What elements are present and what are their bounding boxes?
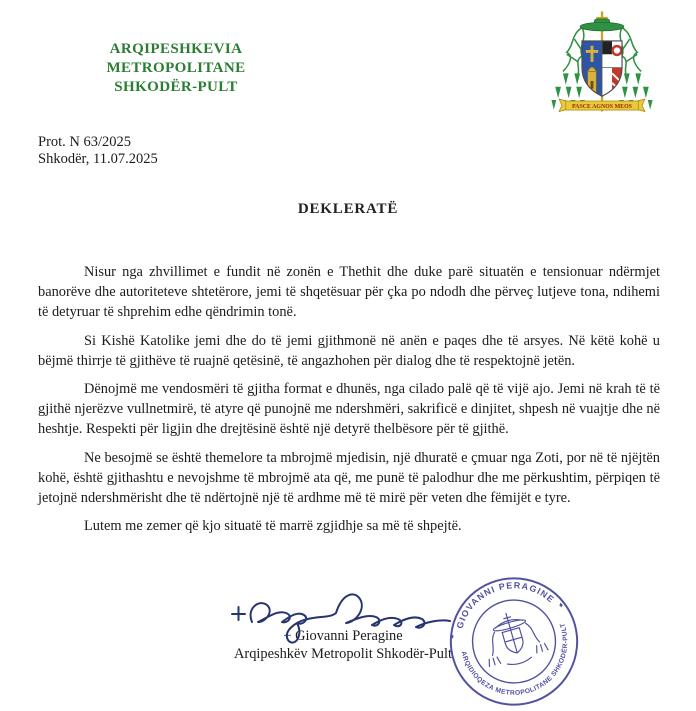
org-name-line2: SHKODËR-PULT — [114, 79, 238, 95]
motto-text: PASCE AGNOS MEOS — [572, 104, 632, 111]
protocol-number: Prot. N 63/2025 — [38, 134, 132, 150]
signatory-name: + Giovanni Peragine — [283, 628, 403, 644]
seal-separator-diamond: ♦ — [448, 631, 456, 642]
galero-hat-icon — [580, 19, 624, 31]
coat-of-arms-icon — [540, 6, 664, 114]
motto-banner-icon — [559, 99, 645, 111]
seal-icon — [440, 572, 588, 711]
letterhead — [40, 40, 312, 97]
seal-separator-diamond: ♦ — [557, 600, 565, 610]
paragraph: Nisur nga zhvillimet e fundit në zonën e Thethit dhe duke parë situatën e tensionuar ndërmjet banorëve dhe autoriteteve shtetërore, jemi të shqetësuar për çka po ndodh dhe përveç lutjeve tona, ndihemi të detyruar të shprehim edhe qëndrimin tonë. — [38, 264, 660, 321]
document-title: DEKLERATË — [297, 201, 399, 217]
paragraph: Ne besojmë se është themelore ta mbrojmë mjedisin, një dhuratë e çmuar nga Zoti, por në të njëjtën kohë, është gjithashtu e nevojshme të mbrojmë ata që, me punë të palodhur dhe me përkushtim, përpiqen të jetojnë ndershmërisht dhe të ndërtojnë një të ardhme më të mirë për veten dhe fëmijët e tyre. — [38, 449, 660, 507]
seal-top-text: GIOVANNI PERAGINE — [454, 580, 557, 630]
signatory-title: Arqipeshkëv Metropolit Shkodër-Pult — [234, 646, 452, 662]
org-name-line1: ARQIPESHKEVIA METROPOLITANE — [106, 41, 246, 76]
paragraph: Si Kishë Katolike jemi dhe do të jemi gjithmonë në anën e paqes dhe të arsyes. Në këtë kohë u bëjmë thirrje të gjithëve të ruajnë qetësinë, të angazhohen për dialog dhe të respektojnë jetën. — [38, 332, 660, 369]
paragraph: Lutem me zemer që kjo situatë të marrë zgjidhje sa më të shpejtë. — [84, 518, 462, 535]
signature-icon — [218, 578, 468, 648]
document-meta — [38, 134, 158, 168]
galero-cords-right — [620, 28, 641, 74]
place-date: Shkodër, 11.07.2025 — [38, 151, 158, 167]
shield-icon — [582, 41, 622, 98]
paragraph: Dënojmë me vendosmëri të gjitha format e dhunës, nga cilado palë që të vijë ajo. Jemi në krah të të gjithë njerëzve vullnetmirë, të atyre që punojnë me ndershmëri, sakrificë e dinjitet, shpesh në vuajtje dhe në heshtje. Respekti për ligjin dhe drejtësinë është një detyrë thelbësore për të gjithë. — [38, 381, 660, 438]
seal-emblem-icon — [476, 605, 549, 672]
letter-body — [38, 262, 660, 544]
seal-bottom-text: ARQIDIOQEZA METROPOLITANE SHKODËR-PULT — [459, 621, 570, 697]
galero-cords-left — [563, 28, 584, 74]
